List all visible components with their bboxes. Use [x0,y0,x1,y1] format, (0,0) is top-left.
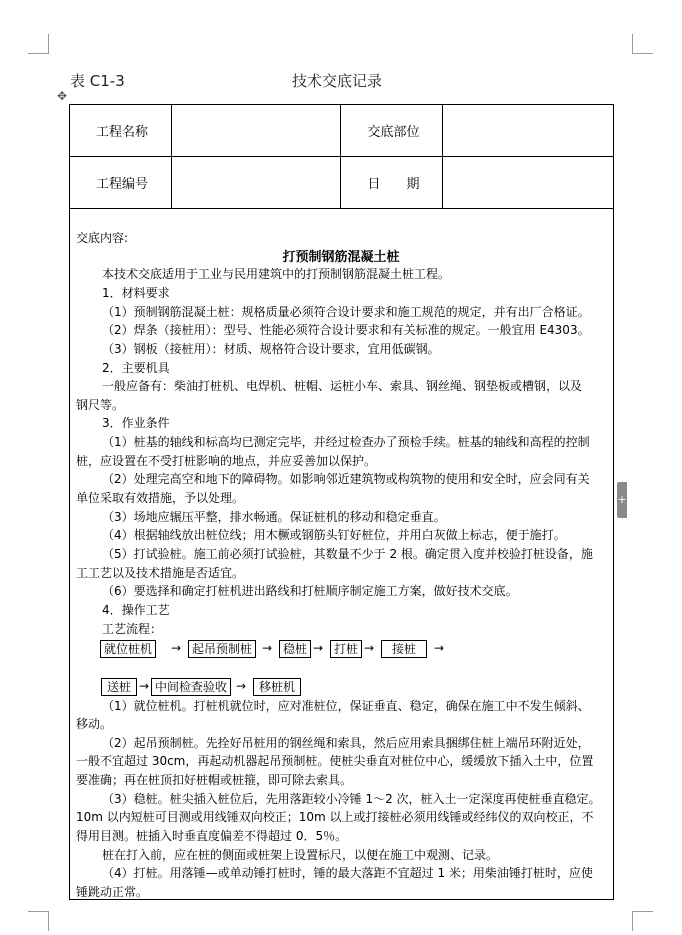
flow-arrow-icon: → [171,641,182,655]
crop-mark-top-right-h [632,53,653,54]
section-3-item-4: （4）根据轴线放出桩位线；用木橛或钢筋头钉好桩位，并用白灰做上标志，便于施打。 [102,528,566,542]
part-label: 交底部位 [341,105,443,157]
section-4-item-4-line-2: 锤跳动正常。 [76,885,149,899]
flow-arrow-icon: → [139,679,150,693]
section-4-item-3-line-3: 得用目测。桩插入时垂直度偏差不得超过 0．5％。 [76,829,348,843]
flow-step-2: 起吊预制桩 [188,640,256,658]
section-1-item-1: （1）预制钢筋混凝土桩：规格质量必须符合设计要求和施工规范的规定，并有出厂合格证。 [102,305,590,319]
section-1-heading: 1．材料要求 [102,286,170,300]
project-no-label: 工程编号 [70,157,172,209]
expand-plus-icon[interactable]: + [617,482,627,518]
project-no-value[interactable] [171,157,341,209]
section-4-item-2-line-2: 一般不宜超过 30cm，再起动机器起吊预制桩。使桩尖垂直对桩位中心，缓缓放下插入土中，位置 [76,754,594,768]
project-name-label: 工程名称 [70,105,172,157]
flow-step-3: 稳桩 [279,640,311,658]
section-2-text-line-1: 一般应备有：柴油打桩机、电焊机、桩帽、运桩小车、索具、钢丝绳、钢垫板或槽钢，以及 [102,379,583,393]
crop-mark-top-right-v [632,34,633,54]
section-4-item-2-line-3: 要准确；再在桩顶扣好桩帽或桩箍，即可除去索具。 [76,773,353,787]
section-3-heading: 3．作业条件 [102,416,170,430]
section-4-item-3-line-1: （3）稳桩。桩尖插入桩位后，先用落距较小冷锤 1～2 次，桩入土一定深度再使桩垂直稳定。 [102,792,601,806]
section-2-heading: 2．主要机具 [102,361,170,375]
section-4-heading: 4．操作工艺 [102,603,170,617]
crop-mark-bottom-right-h [632,911,653,912]
process-flow-label: 工艺流程： [102,622,163,636]
flow-arrow-icon: → [434,641,445,655]
section-4-item-4-line-1: （4）打桩。用落锤—或单动锤打桩时，锤的最大落距不宜超过 1 米；用柴油锤打桩时，应使 [102,866,593,880]
info-table [69,104,614,209]
project-name-value[interactable] [171,105,341,157]
flow-arrow-icon: → [236,679,247,693]
crop-mark-bottom-right-v [632,911,633,931]
part-value[interactable] [443,105,614,157]
content-label: 交底内容: [76,231,129,245]
section-4-item-3-line-2: 10m 以内短桩可目测或用线锤双向校正；10m 以上或打接桩必须用线锤或经纬仪的双向校正，不 [76,810,594,824]
section-1-item-3: （3）钢板（接桩用）：材质、规格符合设计要求，宜用低碳钢。 [102,342,440,356]
section-3-item-1-line-2: 桩，应设置在不受打桩影响的地点，并应妥善加以保护。 [76,454,377,468]
flow-step-7: 中间检查验收 [151,678,231,696]
crop-mark-top-left-h [28,53,49,54]
section-3-item-2-line-2: 单位采取有效措施，予以处理。 [76,491,245,505]
intro-text: 本技术交底适用于工业与民用建筑中的打预制钢筋混凝土桩工程。 [102,267,451,281]
flow-step-4: 打桩 [330,640,362,658]
flow-step-1: 就位桩机 [100,640,156,658]
flow-arrow-icon: → [262,641,273,655]
section-3-item-5-line-2: 工工艺以及技术措施是否适宜。 [76,566,245,580]
section-2-text-line-2: 钢尺等。 [76,398,125,412]
section-4-item-1-line-1: （1）就位桩机。打桩机就位时，应对准桩位，保证垂直、稳定，确保在施工中不发生倾斜、 [102,699,590,713]
page-title: 技术交底记录 [292,72,383,90]
flow-arrow-icon: → [313,641,324,655]
date-label: 日 期 [341,157,443,209]
crop-mark-bottom-left-v [48,911,49,931]
form-code: 表 C1-3 [70,72,125,90]
section-3-item-5-line-1: （5）打试验桩。施工前必须打试验桩，其数量不少于 2 根。确定贯入度并校验打桩设备，施 [102,547,593,561]
section-3-item-6: （6）要选择和确定打桩机进出路线和打桩顺序制定施工方案，做好技术交底。 [102,584,518,598]
flow-step-6: 送桩 [101,678,137,696]
crop-mark-bottom-left-h [28,911,49,912]
crop-mark-top-left-v [48,34,49,54]
table-move-handle-icon[interactable]: ✥ [57,89,68,103]
section-4-item-2-line-1: （2）起吊预制桩。先拴好吊桩用的钢丝绳和索具，然后应用索具捆绑住桩上端吊环附近处， [102,736,590,750]
content-title: 打预制钢筋混凝土桩 [282,250,400,265]
section-3-item-2-line-1: （2）处理完高空和地下的障碍物。如影响邻近建筑物或构筑物的使用和安全时，应会同有关 [102,472,590,486]
section-3-item-1-line-1: （1）桩基的轴线和标高均已测定完毕，并经过检查办了预检手续。桩基的轴线和高程的控制 [102,435,590,449]
section-1-item-2: （2）焊条（接桩用）：型号、性能必须符合设计要求和有关标准的规定。一般宜用 E4303。 [102,323,590,337]
flow-arrow-icon: → [364,641,375,655]
section-4-item-1-line-2: 移动。 [76,717,113,731]
flow-step-5: 接桩 [381,640,427,658]
date-value[interactable] [443,157,614,209]
flow-step-8: 移桩机 [253,678,301,696]
section-3-item-3: （3）场地应辗压平整，排水畅通。保证桩机的移动和稳定垂直。 [102,510,446,524]
section-4-item-3-line-4: 桩在打入前，应在桩的侧面或桩架上设置标尺，以便在施工中观测、记录。 [102,848,499,862]
